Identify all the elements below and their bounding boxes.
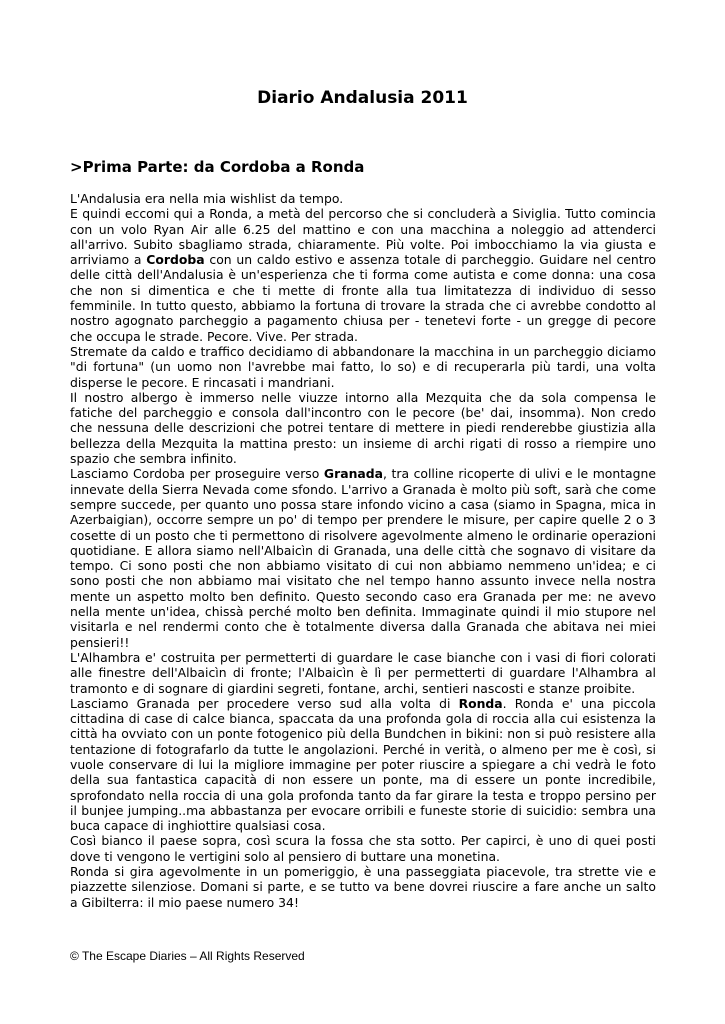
paragraph-text: L'Andalusia era nella mia wishlist da tempo.: [70, 191, 344, 206]
document-title: Diario Andalusia 2011: [257, 88, 468, 108]
body-text: [70, 191, 656, 910]
paragraph-text: Lasciamo Granada per procedere verso sud alla volta di: [70, 695, 459, 711]
paragraph: [70, 833, 656, 864]
paragraph: [70, 191, 656, 206]
paragraph: [70, 864, 656, 910]
place-name: Cordoba: [146, 252, 205, 268]
paragraph: [70, 344, 656, 390]
paragraph-text: con un caldo estivo e assenza totale di parcheggio. Guidare nel centro delle città dell'Andalusia è un'esperienza che ti forma come autista e come donna: una cosa che non si dimentica e che ti mette di fronte alla tua limitatezza di individuo di sesso femminile. In tutto questo, abbiamo la fortuna di trovare la strada che ci avrebbe condotto al nostro agognato parcheggio a pagamento chiusa per - tenetevi forte - un gregge di pecore che occupa le strade. Pecore. Vive. Per strada.: [70, 252, 657, 344]
paragraph-text: , tra colline ricoperte di ulivi e le montagne innevate della Sierra Nevada come sfondo. L'arrivo a Granada è molto più soft, sarà che come sempre succede, per quanto uno possa stare infondo vicino a casa (siamo in Spagna, mica in Azerbaigian), occorre sempre un po' di tempo per prendere le misure, per capire quelle 2 o 3 cosette di un posto che ti permettono di risolvere agevolmente almeno le ordinarie operazioni quotidiane. E allora siamo nell'Albaicìn di Granada, una delle città che sognavo di visitare da tempo. Ci sono posti che non abbiamo visitato di cui non abbiamo nemmeno un'idea; e ci sono posti che non abbiamo mai visitato che nel tempo hanno assunto invece nella nostra mente un aspetto molto ben definito. Questo secondo caso era Granada per me: ne avevo nella mente un'idea, chissà perché molto ben definita. Immaginate quindi il mio stupore nel visitarla e nel rendermi conto che è totalmente diversa dalla Granada che abitava nei miei pensieri!!: [70, 466, 656, 650]
place-name: Ronda: [458, 695, 503, 711]
paragraph: [70, 390, 656, 466]
paragraph-text: Così bianco il paese sopra, così scura la fossa che sta sotto. Per capirci, è uno di quei posti dove ti vengono le vertigini solo al pensiero di buttare una monetina.: [70, 833, 656, 864]
paragraph-text: Il nostro albergo è immerso nelle viuzze intorno alla Mezquita che da sola compensa le fatiche del parcheggio e consola dall'incontro con le pecore (be' dai, insomma). Non credo che nessuna delle descrizioni che potrei tentare di mettere in piedi renderebbe giustizia alla bellezza della Mezquita la mattina presto: un insieme di archi rigati di rosso a riempire uno spazio che sembra infinito.: [70, 389, 656, 467]
paragraph-text: Stremate da caldo e traffico decidiamo di abbandonare la macchina in un parcheggio diciamo "di fortuna" (un uomo non l'avrebbe mai fatto, lo so) e di recuperarla più tardi, una volta disperse le pecore. E rincasati i mandriani.: [70, 343, 656, 390]
paragraph-text: E quindi eccomi qui a Ronda, a metà del percorso che si concluderà a Siviglia. Tutto comincia con un volo Ryan Air alle 6.25 del mattino e con una macchina a noleggio ad attenderci all'arrivo. Subito sbagliamo strada, chiaramente. Più volte. Poi imbocchiamo la via giusta e arriviamo a: [70, 206, 656, 268]
section-heading: >Prima Parte: da Cordoba a Ronda: [70, 158, 365, 176]
paragraph-text: L'Alhambra e' costruita per permetterti di guardare le case bianche con i vasi di fiori colorati alle finestre dell'Albaicìn di fronte; l'Albaicìn è lì per permetterti di guardare l'Alhambra al tramonto e di sognare di giardini segreti, fontane, archi, sentieri nascosti e stanze proibite.: [70, 649, 656, 696]
paragraph: [70, 696, 656, 834]
place-name: Granada: [323, 466, 383, 482]
paragraph-text: Ronda si gira agevolmente in un pomeriggio, è una passeggiata piacevole, tra strette vie e piazzette silenziose. Domani si parte, e se tutto va bene dovrei riuscire a fare anche un salto a Gibilterra: il mio paese numero 34!: [70, 864, 656, 910]
paragraph: [70, 650, 656, 696]
paragraph: [70, 206, 656, 344]
paragraph-text: . Ronda e' una piccola cittadina di case di calce bianca, spaccata da una profonda gola di roccia alla cui esistenza la città ha ovviato con un ponte fotogenico più della Bundchen in bikini: non si può resistere alla tentazione di fotografarlo da tutte le angolazioni. Perché in verità, o almeno per me è così, si vuole conservare di lui la migliore immagine per poter riuscire a spiegare a chi vedrà le foto della sua fantastica capacità di non essere un ponte, ma di essere un ponte incredibile, sprofondato nella roccia di una gola profonda tanto da far girare la testa e troppo persino per il bunjee jumping..ma abbastanza per evocare orribili e funeste storie di suicidio: sembra una buca capace di inghiottire qualsiasi cosa.: [70, 695, 656, 834]
paragraph: [70, 466, 656, 650]
copyright-footer: © The Escape Diaries – All Rights Reserved: [70, 949, 305, 963]
paragraph-text: Lasciamo Cordoba per proseguire verso: [70, 466, 324, 482]
